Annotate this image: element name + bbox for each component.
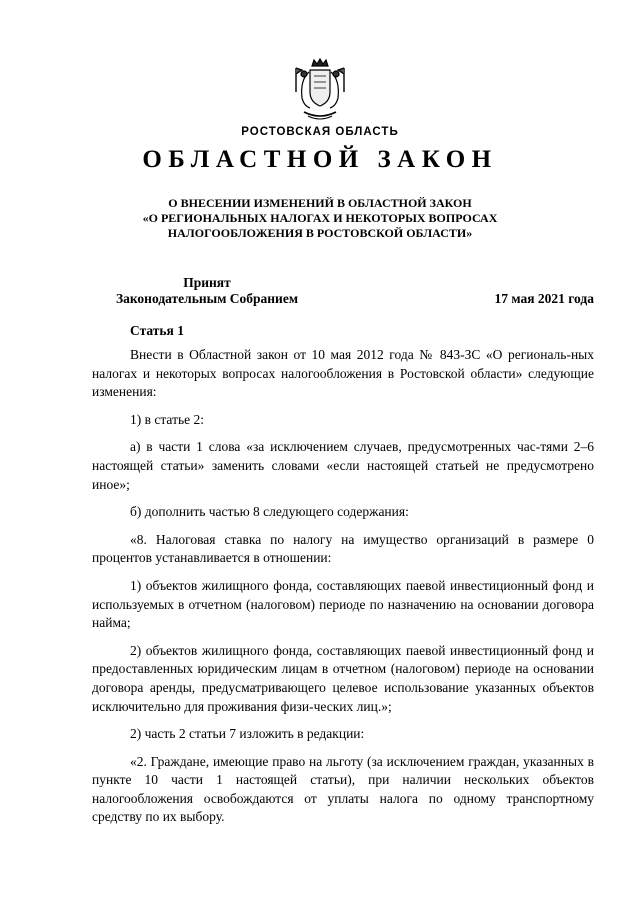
paragraph: «8. Налоговая ставка по налогу на имущество организаций в размере 0 процентов устанавливается в отношении: xyxy=(92,531,594,566)
subtitle-line: НАЛОГООБЛОЖЕНИЯ В РОСТОВСКОЙ ОБЛАСТИ» xyxy=(167,226,473,240)
paragraph: 2) часть 2 статьи 7 изложить в редакции: xyxy=(130,726,365,742)
subtitle-line: О ВНЕСЕНИИ ИЗМЕНЕНИЙ В ОБЛАСТНОЙ ЗАКОН xyxy=(168,196,472,210)
adoption-body xyxy=(92,275,322,307)
adoption-date: 17 мая 2021 года xyxy=(494,291,594,306)
paragraph: 1) в статье 2: xyxy=(130,411,204,427)
paragraph: Внести в Областной закон от 10 мая 2012 года № 843-ЗС «О региональ-ных налогах и некоторых вопросах налогообложения в Ростовской области» следующие изменения: xyxy=(92,347,594,400)
law-subtitle xyxy=(0,196,640,241)
region-name: РОСТОВСКАЯ ОБЛАСТЬ xyxy=(241,126,399,138)
paragraph: 1) объектов жилищного фонда, составляющих паевой инвестиционный фонд и используемых в отчетном (налоговом) периоде по назначению на основании договора найма; xyxy=(92,577,594,631)
adopting-body: Законодательным Собранием xyxy=(115,291,299,306)
subtitle-line: «О РЕГИОНАЛЬНЫХ НАЛОГАХ И НЕКОТОРЫХ ВОПРОСАХ xyxy=(142,211,498,225)
paragraph: «2. Граждане, имеющие право на льготу (за исключением граждан, указанных в пункте 10 части 1 настоящей статьи), при наличии нескольких объектов налогообложения освобождаются от уплаты налога по одному транспортному средству по их выбору. xyxy=(92,753,594,825)
paragraph: а) в части 1 слова «за исключением случаев, предусмотренных час-тями 2–6 настоящей статьи» заменить словами «если настоящей статьей не предусмотрено иное»; xyxy=(92,439,594,492)
paragraph: б) дополнить частью 8 следующего содержания: xyxy=(130,504,409,520)
coat-of-arms-icon xyxy=(292,58,348,124)
article-heading: Статья 1 xyxy=(130,323,184,338)
adopted-label: Принят xyxy=(183,275,231,290)
article-body xyxy=(92,346,594,836)
paragraph: 2) объектов жилищного фонда, составляющих паевой инвестиционный фонд и предоставленных юридическим лицам в отчетном (налоговом) периоде на основании договора аренды, предусматривающего целевое использование указанных объектов исключительно для проживания физи-ческих лиц.»; xyxy=(92,642,594,714)
document-title: ОБЛАСТНОЙ ЗАКОН xyxy=(142,146,498,173)
